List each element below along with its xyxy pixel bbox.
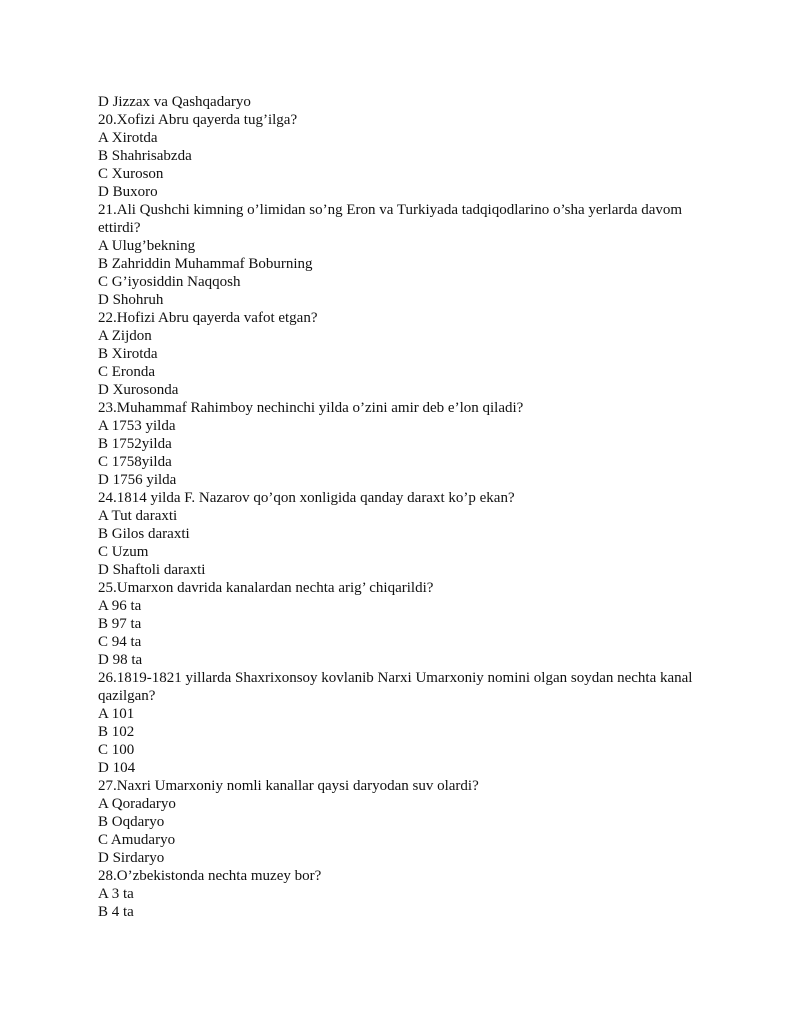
answer-option: B 4 ta: [98, 904, 134, 920]
answer-option: B Shahrisabzda: [98, 148, 192, 164]
question-21: 21.Ali Qushchi kimning o’limidan so’ng Eron va Turkiyada tadqiqodlarino o’sha yerlarda davom ettirdi?: [98, 202, 683, 236]
answer-option: C Amudaryo: [98, 832, 176, 848]
answer-option: B Oqdaryo: [98, 814, 165, 830]
answer-option: C 100: [98, 742, 135, 758]
answer-option: B 1752yilda: [98, 436, 172, 452]
answer-option: B Xirotda: [98, 346, 158, 362]
quiz-text-body: [98, 93, 698, 921]
answer-option: C Eronda: [98, 364, 156, 380]
answer-option: A Zijdon: [98, 328, 152, 344]
answer-option: D Xurosonda: [98, 382, 179, 398]
answer-option: B Zahriddin Muhammaf Boburning: [98, 256, 313, 272]
answer-option: A 96 ta: [98, 598, 142, 614]
question-23: 23.Muhammaf Rahimboy nechinchi yilda o’zini amir deb e’lon qiladi?: [98, 400, 524, 416]
answer-option: D Jizzax va Qashqadaryo: [98, 94, 251, 110]
question-20: 20.Xofizi Abru qayerda tug’ilga?: [98, 112, 298, 128]
answer-option: C 94 ta: [98, 634, 142, 650]
answer-option: C Xuroson: [98, 166, 164, 182]
answer-option: A Xirotda: [98, 130, 158, 146]
answer-option: B Gilos daraxti: [98, 526, 190, 542]
question-27: 27.Naxri Umarxoniy nomli kanallar qaysi daryodan suv olardi?: [98, 778, 479, 794]
answer-option: D 98 ta: [98, 652, 143, 668]
question-22: 22.Hofizi Abru qayerda vafot etgan?: [98, 310, 318, 326]
answer-option: D 104: [98, 760, 136, 776]
question-26: 26.1819-1821 yillarda Shaxrixonsoy kovlanib Narxi Umarxoniy nomini olgan soydan nechta kanal qazilgan?: [98, 670, 693, 704]
answer-option: D 1756 yilda: [98, 472, 177, 488]
answer-option: A Ulug’bekning: [98, 238, 196, 254]
question-28: 28.O’zbekistonda nechta muzey bor?: [98, 868, 322, 884]
answer-option: D Buxoro: [98, 184, 158, 200]
question-24: 24.1814 yilda F. Nazarov qo’qon xonligida qanday daraxt ko’p ekan?: [98, 490, 515, 506]
answer-option: C 1758yilda: [98, 454, 172, 470]
answer-option: A Tut daraxti: [98, 508, 178, 524]
answer-option: A 101: [98, 706, 135, 722]
answer-option: D Shaftoli daraxti: [98, 562, 206, 578]
answer-option: A 1753 yilda: [98, 418, 176, 434]
answer-option: A Qoradaryo: [98, 796, 176, 812]
answer-option: A 3 ta: [98, 886, 134, 902]
answer-option: B 97 ta: [98, 616, 142, 632]
question-25: 25.Umarxon davrida kanalardan nechta arig’ chiqarildi?: [98, 580, 434, 596]
answer-option: C G’iyosiddin Naqqosh: [98, 274, 241, 290]
answer-option: B 102: [98, 724, 135, 740]
answer-option: C Uzum: [98, 544, 149, 560]
answer-option: D Sirdaryo: [98, 850, 165, 866]
answer-option: D Shohruh: [98, 292, 164, 308]
